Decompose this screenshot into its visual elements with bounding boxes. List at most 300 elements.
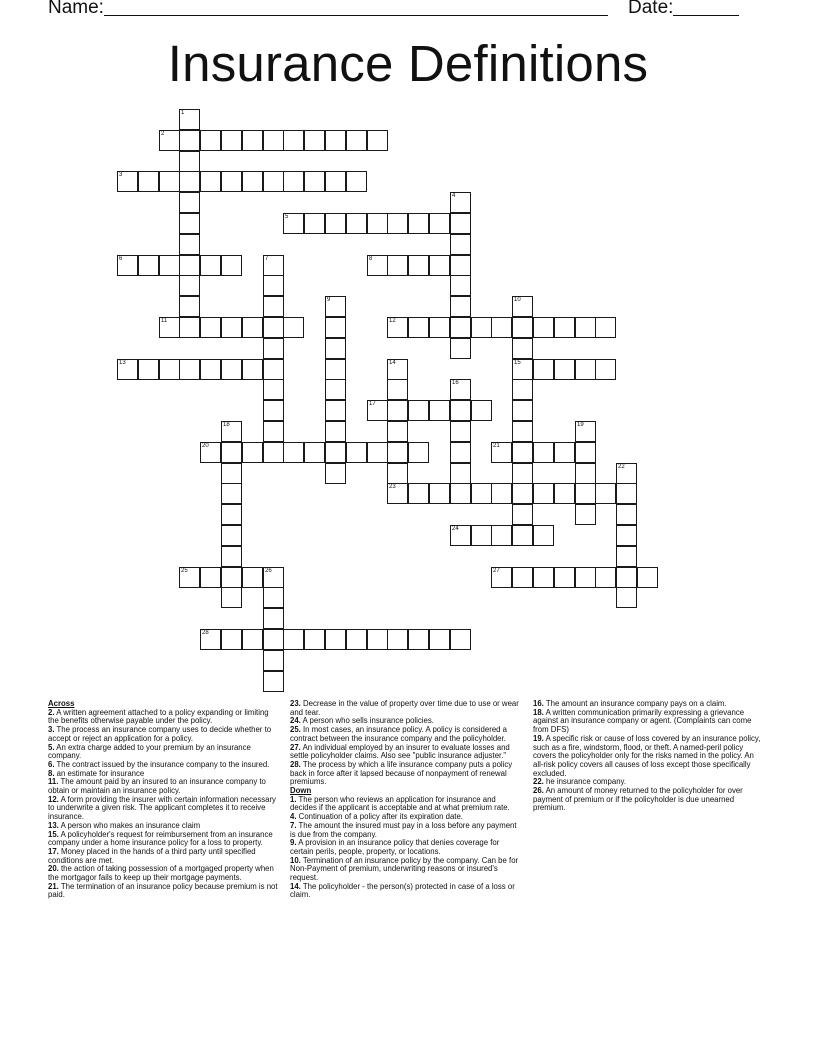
- grid-cell[interactable]: [450, 192, 471, 213]
- clue-number-label: 5: [285, 214, 289, 220]
- grid-cell[interactable]: [283, 171, 304, 192]
- clue-number-label: 20: [202, 443, 209, 449]
- grid-cell[interactable]: [575, 359, 596, 380]
- grid-cell[interactable]: [387, 213, 408, 234]
- grid-cell[interactable]: [179, 213, 200, 234]
- grid-cell[interactable]: [325, 317, 346, 338]
- grid-cell[interactable]: [263, 275, 284, 296]
- clue-number-label: 28: [202, 630, 209, 636]
- clue-number: 7.: [290, 820, 297, 830]
- clue-text: An amount of money returned to the policyholder for over payment of premium or if the policyholder is due unearned premium.: [533, 786, 743, 813]
- grid-cell[interactable]: [179, 296, 200, 317]
- clue-text: The contract issued by the insurance company to the insured.: [54, 759, 270, 769]
- grid-cell[interactable]: [450, 296, 471, 317]
- across-clue: [48, 778, 278, 795]
- grid-cell[interactable]: [138, 255, 159, 276]
- clue-number: 6.: [48, 759, 55, 769]
- grid-cell[interactable]: [263, 338, 284, 359]
- clue-number: 15.: [48, 829, 59, 839]
- clue-number-label: 10: [514, 297, 521, 303]
- down-clue: [290, 839, 520, 856]
- grid-cell[interactable]: [408, 255, 429, 276]
- grid-cell[interactable]: [242, 442, 263, 463]
- grid-cell[interactable]: [325, 379, 346, 400]
- across-clue: [48, 744, 278, 761]
- grid-cell[interactable]: [512, 567, 533, 588]
- clue-text: An extra charge added to your premium by an insurance company.: [48, 742, 251, 761]
- grid-cell[interactable]: [283, 130, 304, 151]
- grid-cell[interactable]: [179, 317, 200, 338]
- clue-number-label: 22: [618, 464, 625, 470]
- grid-cell[interactable]: [450, 255, 471, 276]
- grid-cell[interactable]: [533, 359, 554, 380]
- grid-cell[interactable]: [429, 629, 450, 650]
- clue-number-label: 8: [369, 256, 373, 262]
- grid-cell[interactable]: [450, 338, 471, 359]
- clue-text: A provision in an insurance policy that denies coverage for certain perils, people, property, or locations.: [290, 838, 500, 856]
- grid-cell[interactable]: [367, 130, 388, 151]
- grid-cell[interactable]: [616, 546, 637, 567]
- grid-cell[interactable]: [283, 213, 304, 234]
- grid-cell[interactable]: [575, 483, 596, 504]
- grid-cell[interactable]: [533, 525, 554, 546]
- grid-cell[interactable]: [450, 483, 471, 504]
- grid-cell[interactable]: [616, 567, 637, 588]
- grid-cell[interactable]: [450, 442, 471, 463]
- clue-number: 5.: [48, 742, 55, 752]
- across-clue: [290, 744, 520, 761]
- grid-cell[interactable]: [491, 442, 512, 463]
- grid-cell[interactable]: [304, 130, 325, 151]
- grid-cell[interactable]: [200, 359, 221, 380]
- clue-number: 3.: [48, 725, 55, 735]
- grid-cell[interactable]: [367, 629, 388, 650]
- across-clue: [48, 831, 278, 848]
- clue-number-label: 19: [577, 422, 584, 428]
- grid-cell[interactable]: [533, 483, 554, 504]
- grid-cell[interactable]: [221, 587, 242, 608]
- grid-cell[interactable]: [387, 255, 408, 276]
- grid-cell[interactable]: [512, 296, 533, 317]
- grid-cell[interactable]: [408, 317, 429, 338]
- grid-cell[interactable]: [491, 567, 512, 588]
- across-clue: [48, 709, 278, 726]
- grid-cell[interactable]: [387, 483, 408, 504]
- clue-text: A specific risk or cause of loss covered by an insurance policy, such as a fire, windstorm, flood, or theft. A named-peril policy covers the policyholder only for the risks named in the policy. An all-risk policy covers all causes of loss except those specifically excluded.: [533, 733, 761, 778]
- grid-cell[interactable]: [616, 483, 637, 504]
- grid-cell[interactable]: [138, 359, 159, 380]
- grid-cell[interactable]: [263, 650, 284, 671]
- grid-cell[interactable]: [117, 255, 138, 276]
- across-clue: [48, 865, 278, 882]
- grid-cell[interactable]: [512, 483, 533, 504]
- clue-text: The process by which a life insurance company puts a policy back in force after it lapsed because of nonpayment of renewal premiums.: [290, 759, 513, 787]
- grid-cell[interactable]: [283, 629, 304, 650]
- grid-cell[interactable]: [346, 442, 367, 463]
- grid-cell[interactable]: [200, 442, 221, 463]
- grid-cell[interactable]: [263, 567, 284, 588]
- grid-cell[interactable]: [450, 629, 471, 650]
- grid-cell[interactable]: [616, 504, 637, 525]
- grid-cell[interactable]: [595, 317, 616, 338]
- grid-cell[interactable]: [512, 504, 533, 525]
- grid-cell[interactable]: [242, 629, 263, 650]
- grid-cell[interactable]: [554, 317, 575, 338]
- grid-cell[interactable]: [554, 483, 575, 504]
- grid-cell[interactable]: [221, 130, 242, 151]
- grid-cell[interactable]: [117, 359, 138, 380]
- clue-text: The person who reviews an application for insurance and decides if the applicant is acceptable and at what premium rate.: [290, 794, 510, 813]
- grid-cell[interactable]: [179, 151, 200, 172]
- grid-cell[interactable]: [283, 442, 304, 463]
- grid-cell[interactable]: [429, 213, 450, 234]
- grid-cell[interactable]: [471, 525, 492, 546]
- clue-number: 25.: [290, 725, 301, 735]
- grid-cell[interactable]: [179, 255, 200, 276]
- grid-cell[interactable]: [429, 255, 450, 276]
- clue-number-label: 27: [493, 568, 500, 574]
- grid-cell[interactable]: [221, 629, 242, 650]
- grid-cell[interactable]: [200, 255, 221, 276]
- grid-cell[interactable]: [387, 629, 408, 650]
- grid-cell[interactable]: [263, 608, 284, 629]
- clue-column-2: [290, 700, 520, 900]
- across-clue: [290, 761, 520, 787]
- grid-cell[interactable]: [595, 567, 616, 588]
- clue-number-label: 4: [452, 193, 456, 199]
- grid-cell[interactable]: [221, 504, 242, 525]
- grid-cell[interactable]: [533, 317, 554, 338]
- clue-number-label: 23: [389, 484, 396, 490]
- clue-column-3: [533, 700, 765, 813]
- across-clue: [48, 848, 278, 865]
- grid-cell[interactable]: [387, 421, 408, 442]
- grid-cell[interactable]: [575, 442, 596, 463]
- grid-cell[interactable]: [575, 463, 596, 484]
- grid-cell[interactable]: [221, 359, 242, 380]
- grid-cell[interactable]: [346, 629, 367, 650]
- grid-cell[interactable]: [387, 359, 408, 380]
- grid-cell[interactable]: [346, 130, 367, 151]
- grid-cell[interactable]: [367, 213, 388, 234]
- grid-cell[interactable]: [471, 483, 492, 504]
- grid-cell[interactable]: [242, 130, 263, 151]
- clue-column-1: [48, 700, 278, 900]
- clue-text: A written communication primarily expressing a grievance against an insurance company or agent. (Complaints can come from DFS): [533, 707, 752, 735]
- grid-cell[interactable]: [179, 234, 200, 255]
- grid-cell[interactable]: [221, 442, 242, 463]
- grid-cell[interactable]: [450, 275, 471, 296]
- clue-number: 22.: [533, 777, 544, 787]
- grid-cell[interactable]: [616, 525, 637, 546]
- clue-text: A person who makes an insurance claim: [58, 820, 201, 830]
- grid-cell[interactable]: [263, 629, 284, 650]
- grid-cell[interactable]: [263, 587, 284, 608]
- grid-cell[interactable]: [179, 275, 200, 296]
- grid-cell[interactable]: [325, 338, 346, 359]
- grid-cell[interactable]: [491, 483, 512, 504]
- grid-cell[interactable]: [325, 359, 346, 380]
- grid-cell[interactable]: [325, 463, 346, 484]
- grid-cell[interactable]: [159, 359, 180, 380]
- across-clue: [48, 726, 278, 743]
- grid-cell[interactable]: [179, 109, 200, 130]
- clue-number-label: 3: [119, 172, 123, 178]
- grid-cell[interactable]: [325, 400, 346, 421]
- clue-number-label: 13: [119, 360, 126, 366]
- grid-cell[interactable]: [159, 130, 180, 151]
- clue-number-label: 14: [389, 360, 396, 366]
- grid-cell[interactable]: [575, 567, 596, 588]
- grid-cell[interactable]: [179, 130, 200, 151]
- grid-cell[interactable]: [242, 317, 263, 338]
- grid-cell[interactable]: [221, 317, 242, 338]
- grid-cell[interactable]: [575, 504, 596, 525]
- clue-number-label: 25: [181, 568, 188, 574]
- grid-cell[interactable]: [575, 317, 596, 338]
- grid-cell[interactable]: [200, 317, 221, 338]
- grid-cell[interactable]: [408, 400, 429, 421]
- grid-cell[interactable]: [533, 442, 554, 463]
- down-clue: [290, 883, 520, 900]
- grid-cell[interactable]: [263, 255, 284, 276]
- grid-cell[interactable]: [408, 442, 429, 463]
- grid-cell[interactable]: [179, 171, 200, 192]
- grid-cell[interactable]: [263, 379, 284, 400]
- down-clue: [533, 787, 765, 813]
- grid-cell[interactable]: [263, 400, 284, 421]
- grid-cell[interactable]: [408, 629, 429, 650]
- grid-cell[interactable]: [575, 421, 596, 442]
- down-heading: Down: [290, 786, 312, 796]
- across-clue: [290, 726, 520, 743]
- clue-number: 9.: [290, 838, 297, 848]
- grid-cell[interactable]: [450, 525, 471, 546]
- grid-cell[interactable]: [512, 400, 533, 421]
- grid-cell[interactable]: [325, 213, 346, 234]
- grid-cell[interactable]: [325, 296, 346, 317]
- grid-cell[interactable]: [450, 234, 471, 255]
- grid-cell[interactable]: [221, 546, 242, 567]
- clue-number-label: 9: [327, 297, 331, 303]
- grid-cell[interactable]: [450, 317, 471, 338]
- clue-text: An individual employed by an insurer to evaluate losses and settle policyholder claims. Also see "public insurance adjuster.": [290, 742, 510, 761]
- grid-cell[interactable]: [325, 442, 346, 463]
- grid-cell[interactable]: [304, 629, 325, 650]
- grid-cell[interactable]: [263, 130, 284, 151]
- clue-number: 16.: [533, 699, 544, 708]
- clue-number: 24.: [290, 716, 301, 726]
- clue-number-label: 1: [181, 110, 185, 116]
- clue-text: the action of taking possession of a mortgaged property when the mortgagor fails to keep up their mortgage payments.: [48, 864, 274, 883]
- grid-cell[interactable]: [200, 629, 221, 650]
- grid-cell[interactable]: [346, 213, 367, 234]
- grid-cell[interactable]: [325, 629, 346, 650]
- grid-cell[interactable]: [512, 463, 533, 484]
- grid-cell[interactable]: [512, 317, 533, 338]
- clue-number-label: 21: [493, 443, 500, 449]
- grid-cell[interactable]: [221, 525, 242, 546]
- clue-number: 13.: [48, 820, 59, 830]
- grid-cell[interactable]: [325, 421, 346, 442]
- clue-number-label: 6: [119, 256, 123, 262]
- grid-cell[interactable]: [595, 359, 616, 380]
- grid-cell[interactable]: [429, 400, 450, 421]
- clue-number-label: 24: [452, 526, 459, 532]
- grid-cell[interactable]: [221, 483, 242, 504]
- clue-number-label: 12: [389, 318, 396, 324]
- down-clue: [533, 735, 765, 779]
- across-clue: [290, 700, 520, 717]
- grid-cell[interactable]: [637, 567, 658, 588]
- clue-text: Continuation of a policy after its expiration date.: [296, 812, 463, 822]
- page-title: Insurance Definitions: [167, 35, 649, 92]
- clue-number-label: 15: [514, 360, 521, 366]
- grid-cell[interactable]: [304, 213, 325, 234]
- clue-number-label: 7: [265, 256, 269, 262]
- clue-number-label: 11: [161, 318, 168, 324]
- down-clue: [533, 709, 765, 735]
- grid-cell[interactable]: [471, 400, 492, 421]
- grid-cell[interactable]: [616, 463, 637, 484]
- clue-text: Money placed in the hands of a third party until specified conditions are met.: [48, 846, 256, 865]
- grid-cell[interactable]: [117, 171, 138, 192]
- grid-cell[interactable]: [221, 567, 242, 588]
- down-clue: [290, 796, 520, 813]
- clue-text: Termination of an insurance policy by the company. Can be for Non-Payment of premium, underwriting reasons or insured's request.: [290, 855, 519, 883]
- grid-cell[interactable]: [450, 463, 471, 484]
- clue-text: The amount an insurance company pays on a claim.: [543, 699, 727, 708]
- clue-number: 12.: [48, 794, 59, 804]
- grid-cell[interactable]: [554, 359, 575, 380]
- clue-number: 19.: [533, 733, 544, 743]
- grid-cell[interactable]: [450, 421, 471, 442]
- clue-text: The process an insurance company uses to decide whether to accept or reject an application for a policy.: [48, 725, 272, 743]
- clue-number: 28.: [290, 759, 301, 769]
- clue-number: 21.: [48, 881, 59, 891]
- grid-cell[interactable]: [159, 317, 180, 338]
- clue-number: 18.: [533, 707, 544, 717]
- grid-cell[interactable]: [304, 442, 325, 463]
- grid-cell[interactable]: [512, 359, 533, 380]
- grid-cell[interactable]: [387, 379, 408, 400]
- grid-cell[interactable]: [367, 442, 388, 463]
- grid-cell[interactable]: [450, 213, 471, 234]
- grid-cell[interactable]: [325, 130, 346, 151]
- grid-cell[interactable]: [304, 171, 325, 192]
- across-clue: [48, 796, 278, 822]
- grid-cell[interactable]: [387, 400, 408, 421]
- grid-cell[interactable]: [408, 213, 429, 234]
- clue-text: In most cases, an insurance policy. A policy is considered a contract between the insurance company and the policyholder.: [290, 725, 507, 743]
- grid-cell[interactable]: [263, 442, 284, 463]
- grid-cell[interactable]: [429, 317, 450, 338]
- grid-cell[interactable]: [491, 525, 512, 546]
- grid-cell[interactable]: [450, 400, 471, 421]
- grid-cell[interactable]: [242, 171, 263, 192]
- clue-number: 23.: [290, 699, 301, 708]
- grid-cell[interactable]: [408, 483, 429, 504]
- across-clue: [48, 883, 278, 900]
- clue-text: an estimate for insurance: [54, 768, 145, 778]
- clue-number-label: 2: [161, 131, 165, 137]
- grid-cell[interactable]: [200, 130, 221, 151]
- grid-cell[interactable]: [429, 483, 450, 504]
- grid-cell[interactable]: [491, 317, 512, 338]
- grid-cell[interactable]: [616, 587, 637, 608]
- grid-cell[interactable]: [595, 483, 616, 504]
- grid-cell[interactable]: [221, 463, 242, 484]
- clue-number-label: 18: [223, 422, 230, 428]
- clue-text: The amount paid by an insured to an insurance company to obtain or maintain an insurance policy.: [48, 777, 266, 796]
- clue-number: 2.: [48, 707, 55, 717]
- grid-cell[interactable]: [263, 317, 284, 338]
- clue-text: he insurance company.: [543, 777, 627, 787]
- grid-cell[interactable]: [387, 442, 408, 463]
- grid-cell[interactable]: [242, 567, 263, 588]
- grid-cell[interactable]: [554, 442, 575, 463]
- grid-cell[interactable]: [263, 359, 284, 380]
- grid-cell[interactable]: [512, 379, 533, 400]
- grid-cell[interactable]: [221, 421, 242, 442]
- date-label: Date:: [628, 0, 674, 18]
- grid-cell[interactable]: [263, 171, 284, 192]
- grid-cell[interactable]: [346, 171, 367, 192]
- grid-cell[interactable]: [263, 671, 284, 692]
- grid-cell[interactable]: [179, 567, 200, 588]
- clue-number: 14.: [290, 881, 301, 891]
- grid-cell[interactable]: [221, 255, 242, 276]
- grid-cell[interactable]: [179, 359, 200, 380]
- clue-number: 27.: [290, 742, 301, 752]
- grid-cell[interactable]: [159, 255, 180, 276]
- clue-text: A written agreement attached to a policy expanding or limiting the benefits otherwise payable under the policy.: [48, 707, 269, 726]
- clue-text: Decrease in the value of property over time due to use or wear and tear.: [290, 699, 519, 717]
- grid-cell[interactable]: [533, 567, 554, 588]
- grid-cell[interactable]: [387, 463, 408, 484]
- grid-cell[interactable]: [367, 255, 388, 276]
- grid-cell[interactable]: [200, 567, 221, 588]
- grid-cell[interactable]: [138, 171, 159, 192]
- grid-cell[interactable]: [387, 317, 408, 338]
- clue-text: A policyholder's request for reimbursement from an insurance company under a home insurance policy for a loss to property.: [48, 829, 273, 848]
- grid-cell[interactable]: [512, 421, 533, 442]
- grid-cell[interactable]: [367, 400, 388, 421]
- grid-cell[interactable]: [179, 192, 200, 213]
- grid-cell[interactable]: [263, 421, 284, 442]
- clue-number: 1.: [290, 794, 297, 804]
- grid-cell[interactable]: [471, 317, 492, 338]
- grid-cell[interactable]: [221, 171, 242, 192]
- clue-number: 8.: [48, 768, 55, 778]
- clue-number: 11.: [48, 777, 59, 787]
- grid-cell[interactable]: [283, 317, 304, 338]
- grid-cell[interactable]: [512, 338, 533, 359]
- clue-number: 17.: [48, 846, 59, 856]
- grid-cell[interactable]: [512, 442, 533, 463]
- name-label: Name:: [48, 0, 104, 18]
- clue-number-label: 16: [452, 380, 459, 386]
- grid-cell[interactable]: [512, 525, 533, 546]
- grid-cell[interactable]: [263, 296, 284, 317]
- grid-cell[interactable]: [200, 171, 221, 192]
- grid-cell[interactable]: [450, 379, 471, 400]
- grid-cell[interactable]: [325, 171, 346, 192]
- clue-number: 10.: [290, 855, 301, 865]
- grid-cell[interactable]: [159, 171, 180, 192]
- grid-cell[interactable]: [554, 567, 575, 588]
- grid-cell[interactable]: [242, 359, 263, 380]
